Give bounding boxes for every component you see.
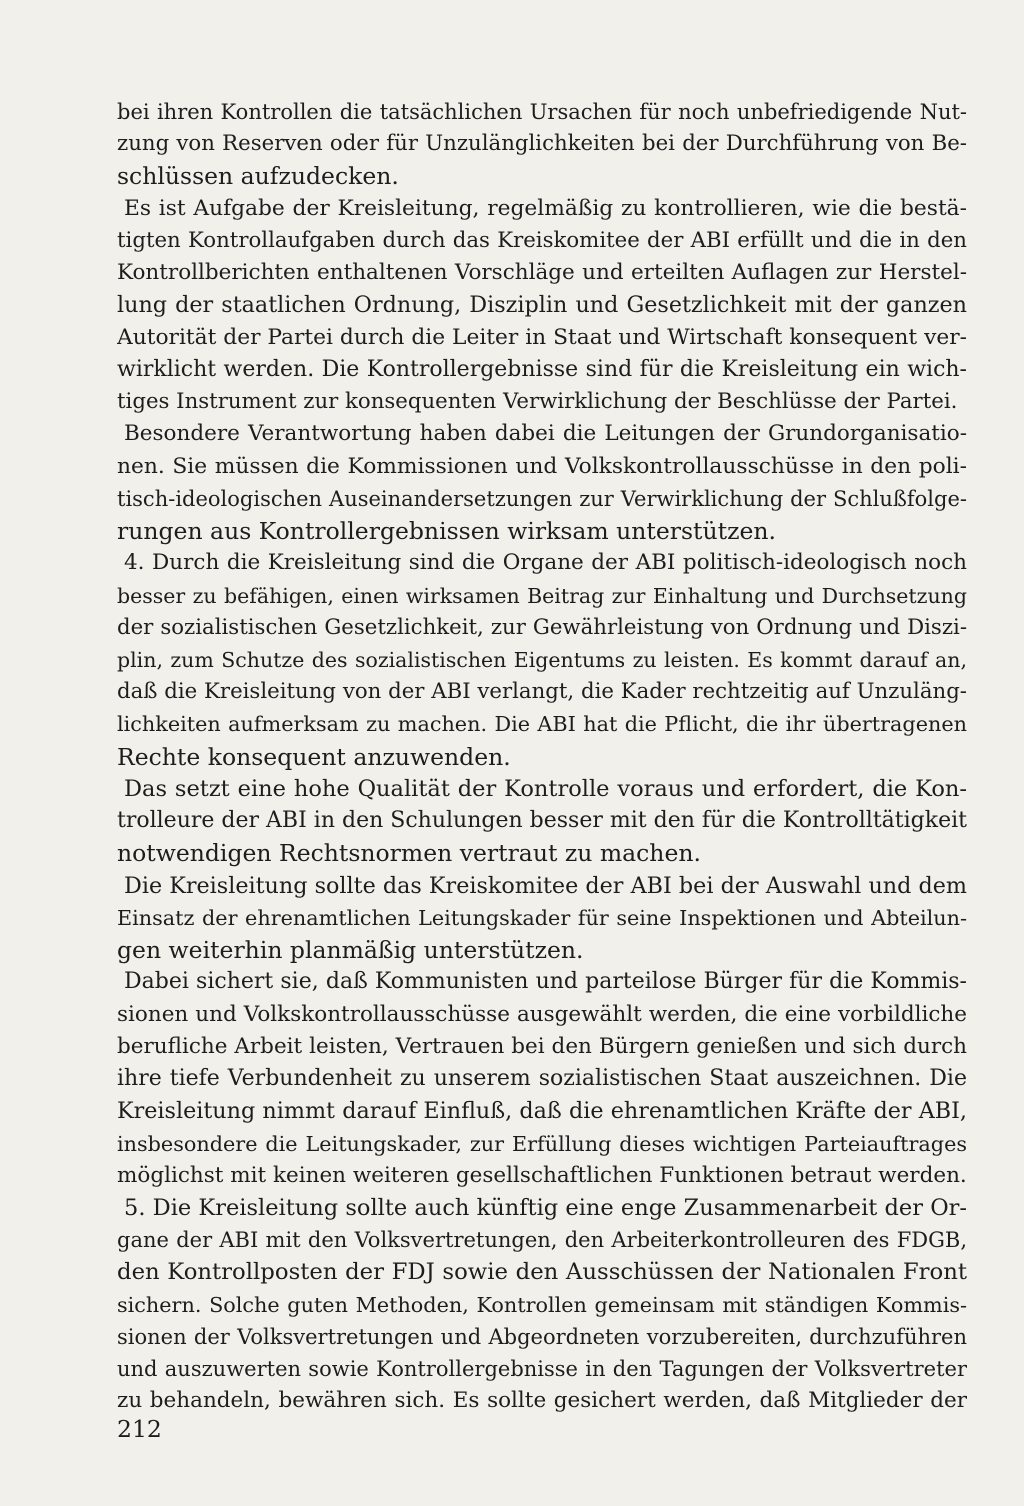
text-line: daß die Kreisleitung von der ABI verlangt, die Kader rechtzeitig auf Unzuläng-: [117, 679, 967, 705]
text-line: Es ist Aufgabe der Kreisleitung, regelmäßig zu kontrollieren, wie die bestä-: [124, 195, 967, 221]
text-line: lichkeiten aufmerksam zu machen. Die ABI hat die Pflicht, die ihr übertragenen: [117, 712, 967, 737]
text-line: Die Kreisleitung sollte das Kreiskomitee der ABI bei der Auswahl und dem: [124, 872, 967, 899]
text-line: berufliche Arbeit leisten, Vertrauen bei den Bürgern genießen und sich durch: [117, 1033, 967, 1059]
text-line: gane der ABI mit den Volksvertretungen, den Arbeiterkontrolleuren des FDGB,: [117, 1228, 967, 1253]
text-line: bei ihren Kontrollen die tatsächlichen Ursachen für noch unbefriedigende Nut-: [117, 100, 967, 124]
text-line: plin, zum Schutze des sozialistischen Eigentums zu leisten. Es kommt darauf an,: [117, 647, 967, 672]
text-line: wirklicht werden. Die Kontrollergebnisse sind für die Kreisleitung ein wich-: [117, 356, 967, 382]
text-line: zu behandeln, bewähren sich. Es sollte gesichert werden, daß Mitglieder der: [117, 1388, 967, 1414]
text-line: der sozialistischen Gesetzlichkeit, zur Gewährleistung von Ordnung und Diszi-: [117, 614, 967, 640]
text-line: den Kontrollposten der FDJ sowie den Ausschüssen der Nationalen Front: [117, 1259, 967, 1286]
text-line: Rechte konsequent anzuwenden.: [117, 742, 511, 771]
text-line: möglichst mit keinen weiteren gesellschaftlichen Funktionen betraut werden.: [117, 1162, 967, 1188]
text-line: sionen der Volksvertretungen und Abgeordneten vorzubereiten, durchzuführen: [117, 1324, 967, 1349]
body-text: [117, 96, 967, 1418]
text-line: tiges Instrument zur konsequenten Verwirklichung der Beschlüsse der Partei.: [117, 389, 958, 415]
text-line: besser zu befähigen, einen wirksamen Beitrag zur Einhaltung und Durchsetzung: [117, 583, 967, 608]
text-line: Autorität der Partei durch die Leiter in Staat und Wirtschaft konsequent ver-: [117, 324, 967, 350]
text-line: Kontrollberichten enthaltenen Vorschläge und erteilten Auflagen zur Herstel-: [117, 260, 967, 286]
text-line: Besondere Verantwortung haben dabei die Leitungen der Grundorganisatio-: [124, 421, 967, 447]
text-line: notwendigen Rechtsnormen vertraut zu machen.: [117, 839, 701, 868]
text-line: zung von Reserven oder für Unzulänglichkeiten bei der Durchführung von Be-: [117, 131, 967, 157]
text-line: schlüssen aufzudecken.: [117, 162, 399, 191]
text-line: rungen aus Kontrollergebnissen wirksam unterstützen.: [117, 517, 776, 546]
text-line: trolleure der ABI in den Schulungen besser mit den für die Kontrolltätigkeit: [117, 808, 967, 834]
text-line: und auszuwerten sowie Kontrollergebnisse in den Tagungen der Volksvertreter: [117, 1357, 967, 1382]
text-line: gen weiterhin planmäßig unterstützen.: [117, 936, 584, 965]
text-line: Einsatz der ehrenamtlichen Leitungskader für seine Inspektionen und Abteilun-: [117, 905, 967, 930]
text-line: Das setzt eine hohe Qualität der Kontrolle voraus und erfordert, die Kon-: [124, 775, 967, 802]
text-line: Kreisleitung nimmt darauf Einfluß, daß die ehrenamtlichen Kräfte der ABI,: [117, 1098, 967, 1125]
text-line: lung der staatlichen Ordnung, Disziplin und Gesetzlichkeit mit der ganzen: [117, 292, 967, 319]
text-line: ihre tiefe Verbundenheit zu unserem sozialistischen Staat auszeichnen. Die: [117, 1066, 967, 1092]
text-line: 5. Die Kreisleitung sollte auch künftig eine enge Zusammenarbeit der Or-: [124, 1194, 967, 1221]
page-number: 212: [117, 1415, 162, 1443]
text-line: 4. Durch die Kreisleitung sind die Organe der ABI politisch-ideologisch noch: [124, 550, 967, 576]
text-line: insbesondere die Leitungskader, zur Erfüllung dieses wichtigen Parteiauftrages: [117, 1131, 967, 1156]
text-line: tigten Kontrollaufgaben durch das Kreiskomitee der ABI erfüllt und die in den: [117, 227, 967, 253]
text-line: sionen und Volkskontrollausschüsse ausgewählt werden, die eine vorbildliche: [117, 1001, 967, 1027]
text-line: tisch-ideologischen Auseinandersetzungen zur Verwirklichung der Schlußfolge-: [117, 486, 967, 511]
text-line: nen. Sie müssen die Kommissionen und Volkskontrollausschüsse in den poli-: [117, 453, 967, 479]
text-line: Dabei sichert sie, daß Kommunisten und parteilose Bürger für die Kommis-: [124, 969, 967, 995]
text-line: sichern. Solche guten Methoden, Kontrollen gemeinsam mit ständigen Kommis-: [117, 1292, 967, 1317]
